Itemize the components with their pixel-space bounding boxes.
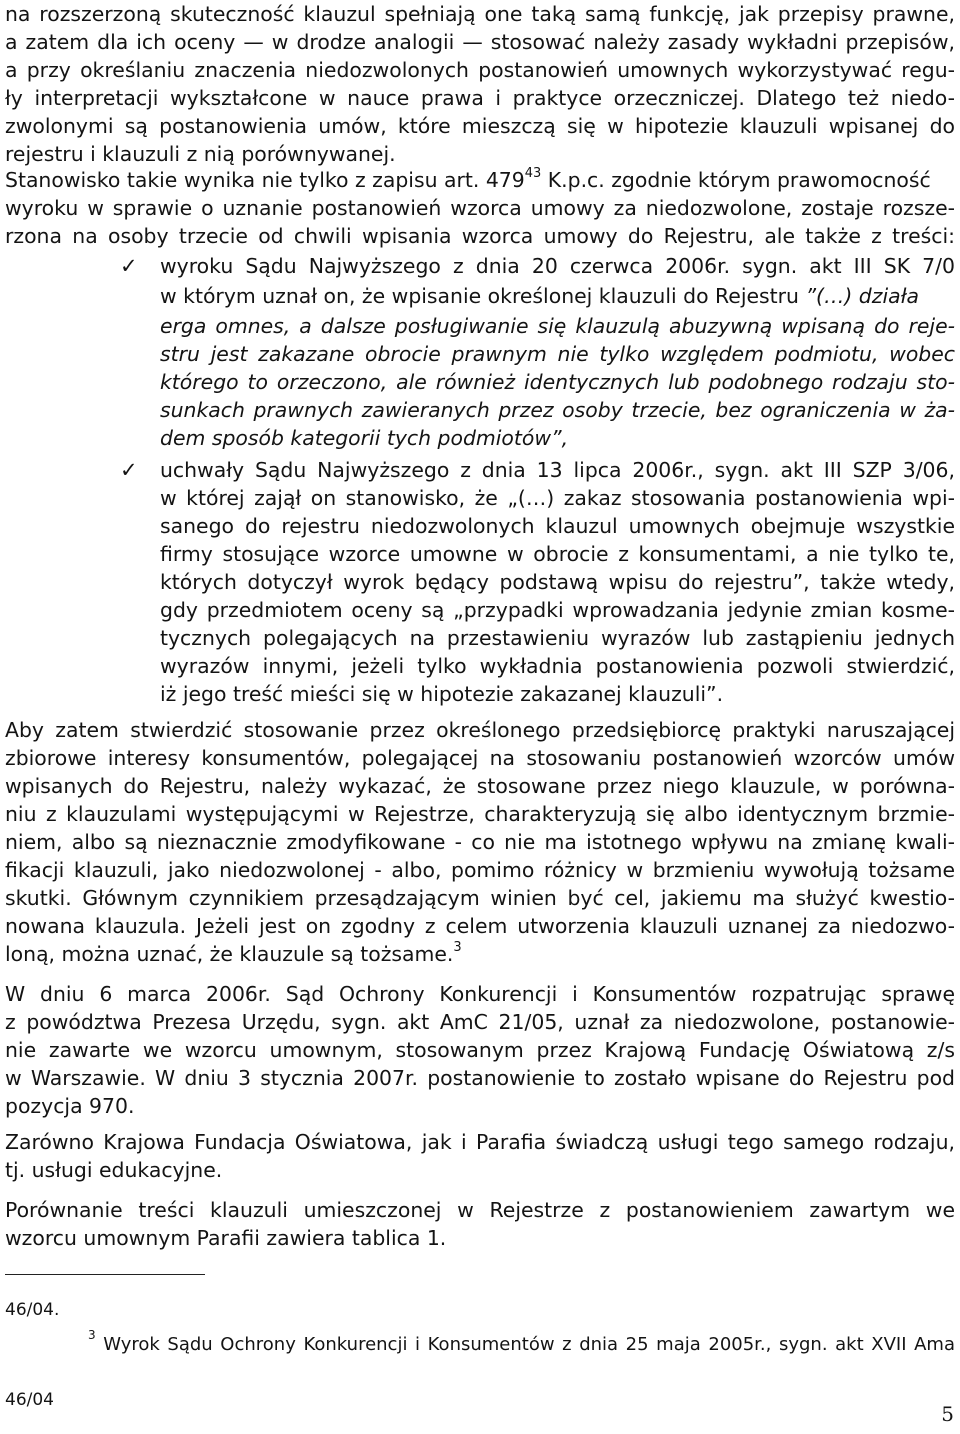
text-line: zbiorowe interesy konsumentów, polegającej na stosowaniu postanowień wzorców umów xyxy=(5,746,955,770)
bullet-line: uchwały Sądu Najwyższego z dnia 13 lipca 2006r., sygn. akt III SZP 3/06, xyxy=(160,458,955,482)
text-line xyxy=(5,940,955,968)
bullet-line: firmy stosujące wzorce umowne w obrocie z konsumentami, a nie tylko te, xyxy=(160,542,955,566)
footer-marker: 46/04 xyxy=(5,1390,54,1410)
quote-line: dem sposób kategorii tych podmiotów”, xyxy=(160,426,569,450)
text-line: W dniu 6 marca 2006r. Sąd Ochrony Konkurencji i Konsumentów rozpatrując sprawę xyxy=(5,982,955,1006)
footnote xyxy=(88,1328,955,1355)
text-line: niem, albo są nieznacznie zmodyfikowane - co nie ma istotnego wpływu na zmianę kwali- xyxy=(5,830,955,854)
bullet-line: wyrazów innymi, jeżeli tylko wykładnia postanowienia pozwoli stwierdzić, xyxy=(160,654,955,678)
text-line: w Warszawie. W dniu 3 stycznia 2007r. postanowienie to zostało wpisane do Rejestru pod xyxy=(5,1066,955,1090)
quote-line: stru jest zakazane obrocie prawnym nie tylko względem podmiotu, wobec xyxy=(160,342,955,366)
text-segment: loną, można uznać, że klauzule są tożsame. xyxy=(5,942,454,966)
text-line: tj. usługi edukacyjne. xyxy=(5,1158,223,1182)
text-line: niu z klauzulami występującymi w Rejestrze, charakteryzują się albo identycznym brzmie- xyxy=(5,802,955,826)
text-line: nie zawarte we wzorcu umownym, stosowanym przez Krajową Fundację Oświatową z/s xyxy=(5,1038,955,1062)
text-line: Aby zatem stwierdzić stosowanie przez określonego przedsiębiorcę praktyki naruszającej xyxy=(5,718,955,742)
text-line: ły interpretacji wykształcone w nauce prawa i praktyce orzeczniczej. Dlatego też niedo- xyxy=(5,86,955,110)
text-line: Porównanie treści klauzuli umieszczonej w Rejestrze z postanowieniem zawartym we xyxy=(5,1198,955,1222)
quote-line: którego to orzeczono, ale również identycznych lub podobnego rodzaju sto- xyxy=(160,370,955,394)
checkmark-icon: ✓ xyxy=(120,458,138,482)
text-segment: K.p.c. zgodnie którym prawomocność xyxy=(541,168,931,192)
text-segment: Stanowisko takie wynika nie tylko z zapisu art. 479 xyxy=(5,168,525,192)
text-line: fikacji klauzuli, jako niedozwolonej - albo, pomimo różnicy w brzmieniu wywołują tożsame xyxy=(5,858,955,882)
text-line: na rozszerzoną skuteczność klauzul spełniają one taką samą funkcję, jak przepisy prawne, xyxy=(5,2,955,26)
footnote-ref: 3 xyxy=(453,940,462,956)
text-line: zwolonymi są postanowienia umów, które mieszczą się w hipotezie klauzuli wpisanej do xyxy=(5,114,955,138)
bullet-line: tycznych polegających na przestawieniu wyrazów lub zastąpieniu jednych xyxy=(160,626,955,650)
quote-line: erga omnes, a dalsze posługiwanie się klauzulą abuzywną wpisaną do reje- xyxy=(160,314,955,338)
text-line: pozycja 970. xyxy=(5,1094,135,1118)
quote-segment: ”(…) działa xyxy=(805,284,919,308)
text-segment: w którym uznał on, że wpisanie określonej klauzuli do Rejestru xyxy=(160,284,806,308)
footnote-text: Wyrok Sądu Ochrony Konkurencji i Konsumentów z dnia 25 maja 2005r., sygn. akt XVII Ama xyxy=(103,1334,955,1355)
text-line xyxy=(5,166,955,194)
text-line: z powództwa Prezesa Urzędu, sygn. akt AmC 21/05, uznał za niedozwolone, postanowie- xyxy=(5,1010,955,1034)
text-line: wzorcu umownym Parafii zawiera tablica 1. xyxy=(5,1226,447,1250)
footnote-mark: 3 xyxy=(88,1328,96,1342)
page-number: 5 xyxy=(941,1402,954,1426)
checkmark-icon: ✓ xyxy=(120,254,138,278)
bullet-line: wyroku Sądu Najwyższego z dnia 20 czerwca 2006r. sygn. akt III SK 7/0 xyxy=(160,254,955,278)
text-line: Zarówno Krajowa Fundacja Oświatowa, jak i Parafia świadczą usługi tego samego rodzaju, xyxy=(5,1130,955,1154)
text-line: wpisanych do Rejestru, należy wykazać, że stosowane przez niego klauzule, w porówna- xyxy=(5,774,955,798)
bullet-line: w której zajął on stanowisko, że „(…) zakaz stosowania postanowienia wpi- xyxy=(160,486,955,510)
bullet-line xyxy=(160,282,955,310)
bullet-line: sanego do rejestru niedozwolonych klauzul umownych obejmuje wszystkie xyxy=(160,514,955,538)
quote-line: sunkach prawnych zawieranych przez osoby trzecie, bez ograniczenia w ża- xyxy=(160,398,955,422)
bullet-line: iż jego treść mieści się w hipotezie zakazanej klauzuli”. xyxy=(160,682,724,706)
text-line: rejestru i klauzuli z nią porównywanej. xyxy=(5,142,396,166)
bullet-line: gdy przedmiotem oceny są „przypadki wprowadzania jedynie zmian kosme- xyxy=(160,598,955,622)
text-line: a przy określaniu znaczenia niedozwolonych postanowień umownych wykorzystywać regu- xyxy=(5,58,955,82)
text-line: wyroku w sprawie o uznanie postanowień wzorca umowy za niedozwolone, zostaje rozsze- xyxy=(5,196,955,220)
superscript: 43 xyxy=(524,166,542,182)
text-line: nowana klauzula. Jeżeli jest on zgodny z celem utworzenia klauzuli uznanej za niedozwo- xyxy=(5,914,955,938)
footnote-separator xyxy=(5,1274,205,1275)
footer-marker: 46/04. xyxy=(5,1300,60,1320)
text-line: skutki. Głównym czynnikiem przesądzającym winien być cel, jakiemu ma służyć kwestio- xyxy=(5,886,955,910)
text-line: a zatem dla ich oceny — w drodze analogii — stosować należy zasady wykładni przepisów, xyxy=(5,30,955,54)
bullet-line: których dotyczył wyrok będący podstawą wpisu do rejestru”, także wtedy, xyxy=(160,570,955,594)
text-line: rzona na osoby trzecie od chwili wpisania wzorca umowy do Rejestru, ale także z treści: xyxy=(5,224,955,248)
